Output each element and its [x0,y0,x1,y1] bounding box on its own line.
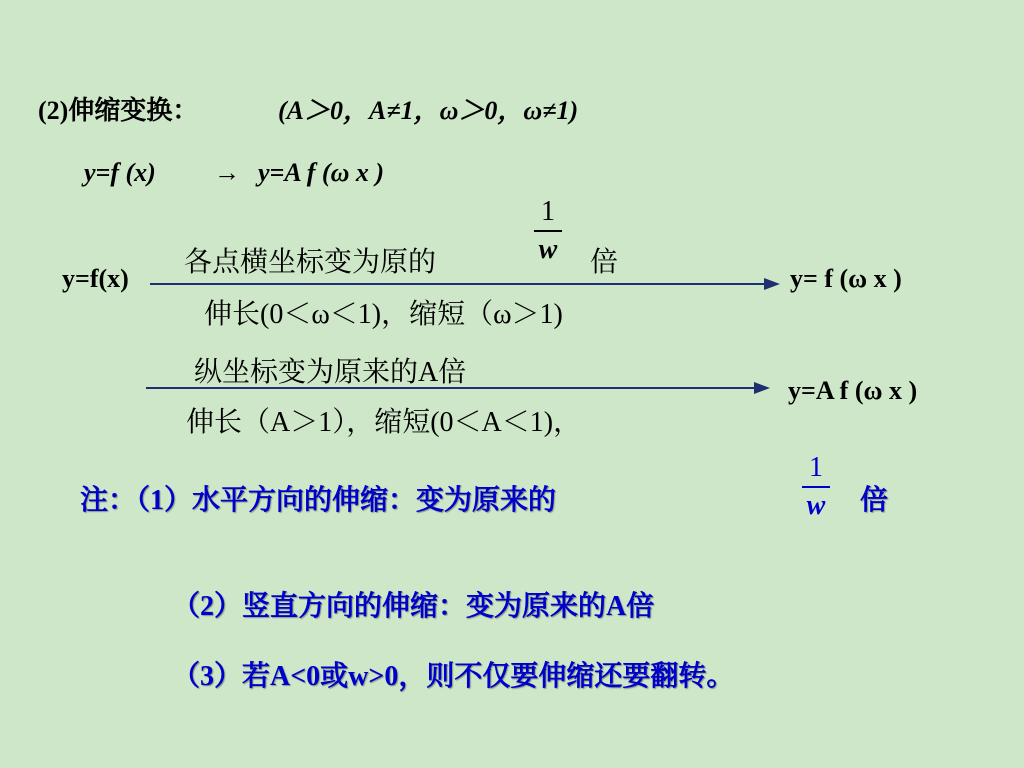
note1-frac-num: 1 [809,452,823,483]
transform-arrow-symbol: → [214,158,240,187]
step1-result: y= f (ω x ) [790,264,902,293]
step1-frac-num: 1 [541,196,555,227]
step1-label-bottom: 伸长(0＜ω＜1)，缩短（ω＞1) [204,299,563,330]
step1-fraction [530,196,566,266]
step1-source: y=f(x) [62,264,129,293]
step2-result: y=A f (ω x ) [788,376,918,405]
note3-text: （3）若A<0或w>0，则不仅要伸缩还要翻转。 [172,661,735,692]
note1-text: 注：（1）水平方向的伸缩：变为原来的 [80,485,557,516]
step1-label-suffix: 倍 [590,247,619,278]
note2-text: （2）竖直方向的伸缩：变为原来的A倍 [172,591,655,622]
note1-suffix: 倍 [860,485,889,516]
transform-to: y=A f (ω x ) [258,158,385,187]
step2-label-top: 纵坐标变为原来的A倍 [194,357,467,388]
transform-conditions: (A＞0，A≠1，ω＞0，ω≠1) [278,96,579,125]
note1-fraction [798,452,834,522]
step1-frac-bar [534,230,562,232]
section-title: (2)伸缩变换： [38,96,199,125]
step1-arrow [150,276,780,292]
step2-label-bottom: 伸长（A＞1），缩短(0＜A＜1)， [186,407,582,438]
step2-arrow [146,380,770,396]
note1-frac-den: w [806,490,826,521]
step1-label-top: 各点横坐标变为原的 [184,247,437,278]
step1-frac-den: w [538,234,558,265]
note1-frac-bar [802,486,830,488]
transform-from: y=f (x) [84,158,156,187]
